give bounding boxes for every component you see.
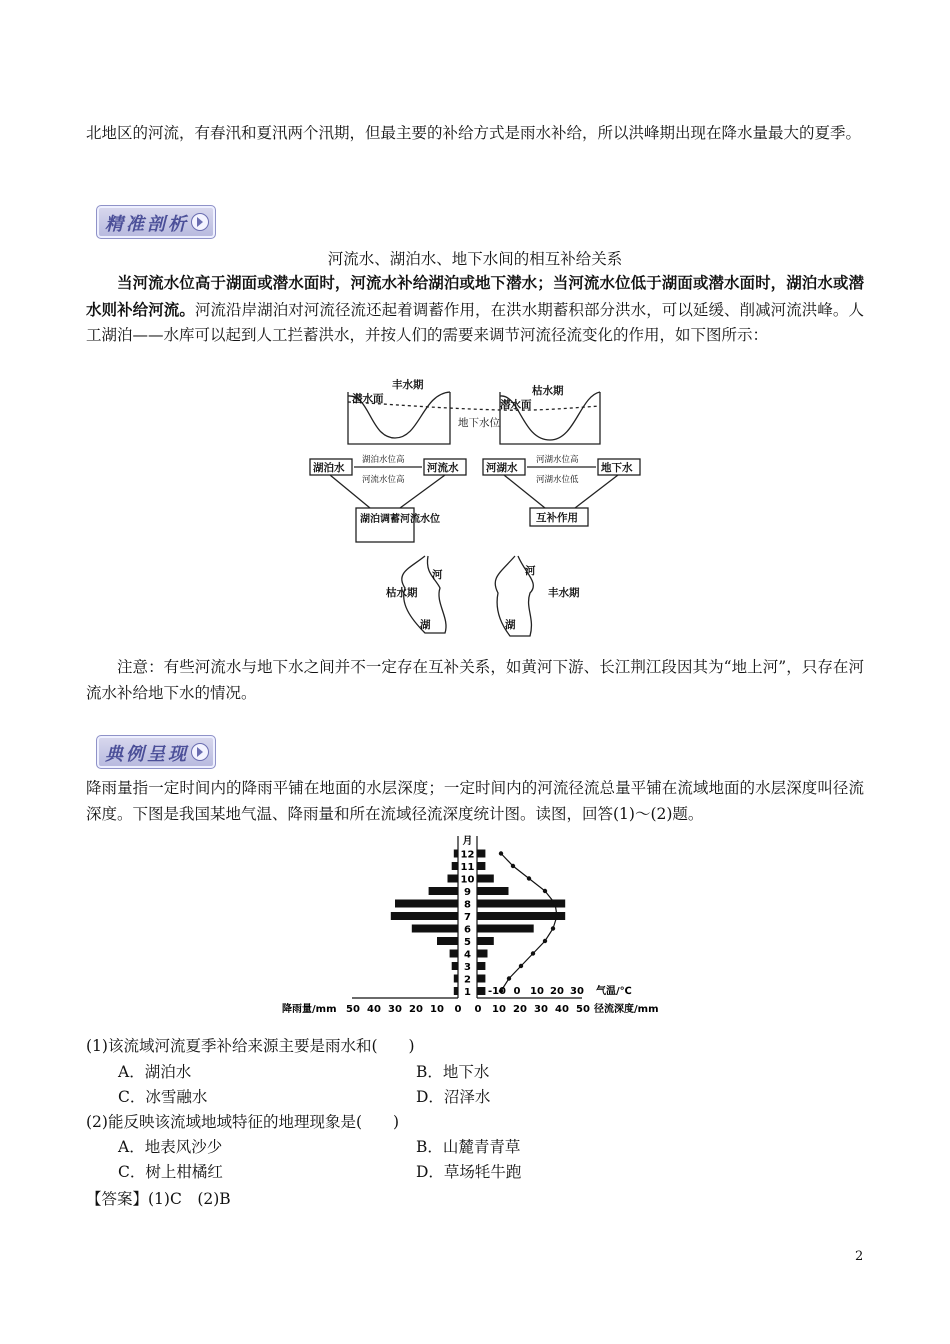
month-label: 6 <box>464 924 471 936</box>
section-badge-analysis <box>96 205 216 239</box>
q2-stem: (2)能反映该流域地域特征的地理现象是( ) <box>86 1113 400 1131</box>
rain-bar <box>437 937 458 945</box>
runoff-axis-label: 径流深度/mm <box>594 1004 659 1015</box>
rain-bar <box>448 875 459 883</box>
rain-bar <box>391 912 458 920</box>
runoff-bar <box>477 975 485 983</box>
temp-tick-label: 20 <box>550 986 564 997</box>
q1-option-a[interactable]: A．湖泊水 <box>118 1063 192 1081</box>
temp-tick-label: 10 <box>530 986 544 997</box>
label-dry-season: 枯水期 <box>386 587 418 599</box>
badge-label: 精准剖析 <box>105 214 189 235</box>
temp-tick-label: 0 <box>513 986 521 997</box>
question-intro: 降雨量指一定时间内的降雨平铺在地面的水层深度；一定时间内的河流径流总量平铺在流域地面的水层深度叫径流深度。下图是我国某地气温、降雨量和所在流域径流深度统计图。读图，回答(1)～(2)题。 <box>86 779 864 823</box>
q2-option-b[interactable]: B．山麓青青草 <box>416 1138 521 1156</box>
runoff-bar <box>477 887 509 895</box>
rain-tick-label: 40 <box>367 1004 381 1015</box>
month-label: 11 <box>460 862 475 873</box>
rain-bar <box>429 887 458 895</box>
label-water-table-left: 潜水面 <box>352 393 384 405</box>
month-label: 10 <box>460 874 475 886</box>
month-label: 7 <box>464 912 471 923</box>
rain-bar <box>450 950 458 958</box>
temperature-point <box>527 876 531 880</box>
rain-tick-label: 30 <box>388 1004 402 1015</box>
temperature-point <box>555 914 559 918</box>
answer: 【答案】(1)C (2)B <box>86 1190 231 1208</box>
temperature-point <box>543 889 547 893</box>
arrow-icon <box>191 213 209 231</box>
runoff-tick-label: 0 <box>474 1004 482 1015</box>
runoff-bar <box>477 900 565 908</box>
runoff-tick-label: 40 <box>555 1004 569 1015</box>
runoff-bar <box>477 850 485 858</box>
temperature-line <box>501 854 557 992</box>
label-hl-low: 河湖水位低 <box>536 475 579 485</box>
body-text: 河流沿岸湖泊对河流径流还起着调蓄作用，在洪水期蓄积部分洪水，可以延缓、削减河流洪峰。人工湖泊——水库可以起到人工拦蓄洪水，并按人们的需要来调节河流径流变化的作用，如下图所示： <box>86 300 864 344</box>
rain-tick-label: 20 <box>409 1004 423 1015</box>
page-number: 2 <box>855 1249 864 1264</box>
analysis-paragraph <box>86 270 864 349</box>
temperature-point <box>507 976 511 980</box>
label-hl-high: 河湖水位高 <box>536 455 579 465</box>
label-lake-left: 湖 <box>420 619 431 631</box>
q2-option-a[interactable]: A．地表风沙少 <box>118 1138 223 1156</box>
month-axis-label: 月 <box>462 836 473 847</box>
rain-bar <box>454 987 458 995</box>
month-label: 4 <box>464 949 471 961</box>
month-label: 8 <box>464 899 471 911</box>
label-groundwater-level: 地下水位 <box>458 417 500 429</box>
month-label: 1 <box>464 987 471 998</box>
temp-tick-label: -10 <box>487 986 507 997</box>
month-label: 3 <box>464 962 471 973</box>
runoff-bar <box>477 962 485 970</box>
month-label: 12 <box>460 849 475 861</box>
box-regulation: 湖泊调蓄河流水位 <box>360 514 440 525</box>
q1-option-b[interactable]: B．地下水 <box>416 1063 490 1081</box>
q1-option-d[interactable]: D．沼泽水 <box>416 1088 491 1106</box>
box-river-water: 河流水 <box>427 462 459 474</box>
temperature-point <box>511 864 515 868</box>
badge-label: 典例呈现 <box>105 744 189 765</box>
runoff-bar <box>477 937 494 945</box>
runoff-tick-label: 50 <box>576 1004 590 1015</box>
runoff-tick-label: 20 <box>513 1004 527 1015</box>
section-badge-example <box>96 735 216 769</box>
temperature-point <box>543 939 547 943</box>
runoff-bar <box>477 875 494 883</box>
q1-stem: (1)该流域河流夏季补给来源主要是雨水和( ) <box>86 1037 415 1055</box>
label-lake-right: 湖 <box>505 619 516 631</box>
runoff-bar <box>477 912 565 920</box>
q2-option-c[interactable]: C．树上柑橘红 <box>118 1163 223 1181</box>
climate-chart <box>280 830 680 1018</box>
month-label: 2 <box>464 974 471 986</box>
rain-tick-label: 10 <box>430 1004 444 1015</box>
rain-bar <box>395 900 458 908</box>
rain-axis-label: 降雨量/mm <box>282 1004 337 1015</box>
month-label: 5 <box>464 937 471 948</box>
runoff-tick-label: 10 <box>492 1004 506 1015</box>
note-paragraph: 注意：有些河流水与地下水之间并不一定存在互补关系，如黄河下游、长江荆江段因其为“地上河”，只存在河流水补给地下水的情况。 <box>86 658 864 702</box>
q2-option-d[interactable]: D．草场牦牛跑 <box>416 1163 522 1181</box>
temp-tick-label: 30 <box>570 986 584 997</box>
temperature-point <box>531 951 535 955</box>
rain-bar <box>452 962 458 970</box>
rain-bar <box>412 925 458 933</box>
label-river-right: 河 <box>525 565 536 577</box>
box-mutual: 互补作用 <box>536 512 578 524</box>
runoff-bar <box>477 925 534 933</box>
runoff-bar <box>477 987 485 995</box>
supply-diagram <box>300 378 660 642</box>
rain-tick-label: 50 <box>346 1004 360 1015</box>
rain-bar <box>454 975 458 983</box>
temperature-point <box>519 964 523 968</box>
runoff-bar <box>477 862 485 870</box>
label-wet-season: 丰水期 <box>548 587 580 599</box>
temperature-point <box>553 901 557 905</box>
label-river-high: 河流水位高 <box>362 475 405 485</box>
temp-axis-label: 气温/℃ <box>596 986 632 997</box>
intro-paragraph: 北地区的河流，有春汛和夏汛两个汛期，但最主要的补给方式是雨水补给，所以洪峰期出现在降水量最大的夏季。 <box>86 124 862 142</box>
label-river-left: 河 <box>432 569 443 581</box>
section-heading: 河流水、湖泊水、地下水间的相互补给关系 <box>327 250 623 268</box>
q1-option-c[interactable]: C．冰雪融水 <box>118 1088 208 1106</box>
box-lake-water: 湖泊水 <box>313 462 345 474</box>
rain-bar <box>452 862 458 870</box>
arrow-icon <box>191 743 209 761</box>
rain-bar <box>454 850 458 858</box>
box-groundwater: 地下水 <box>601 462 633 474</box>
label-wet-period: 丰水期 <box>392 379 424 391</box>
runoff-tick-label: 30 <box>534 1004 548 1015</box>
label-water-table-right: 潜水面 <box>500 399 532 411</box>
label-lake-high: 湖泊水位高 <box>362 455 405 465</box>
runoff-bar <box>477 950 488 958</box>
box-river-lake-water: 河湖水 <box>486 462 518 474</box>
rain-tick-label: 0 <box>454 1004 462 1015</box>
month-label: 9 <box>464 887 471 898</box>
temperature-point <box>551 926 555 930</box>
key-statement: 当河流水位高于湖面或潜水面时，河流水补给湖泊或地下潜水；当河流水位低于湖面或潜水面时，湖泊水或潜水则补给河流。 <box>86 273 864 319</box>
temperature-point <box>499 851 503 855</box>
label-dry-period: 枯水期 <box>532 385 564 397</box>
